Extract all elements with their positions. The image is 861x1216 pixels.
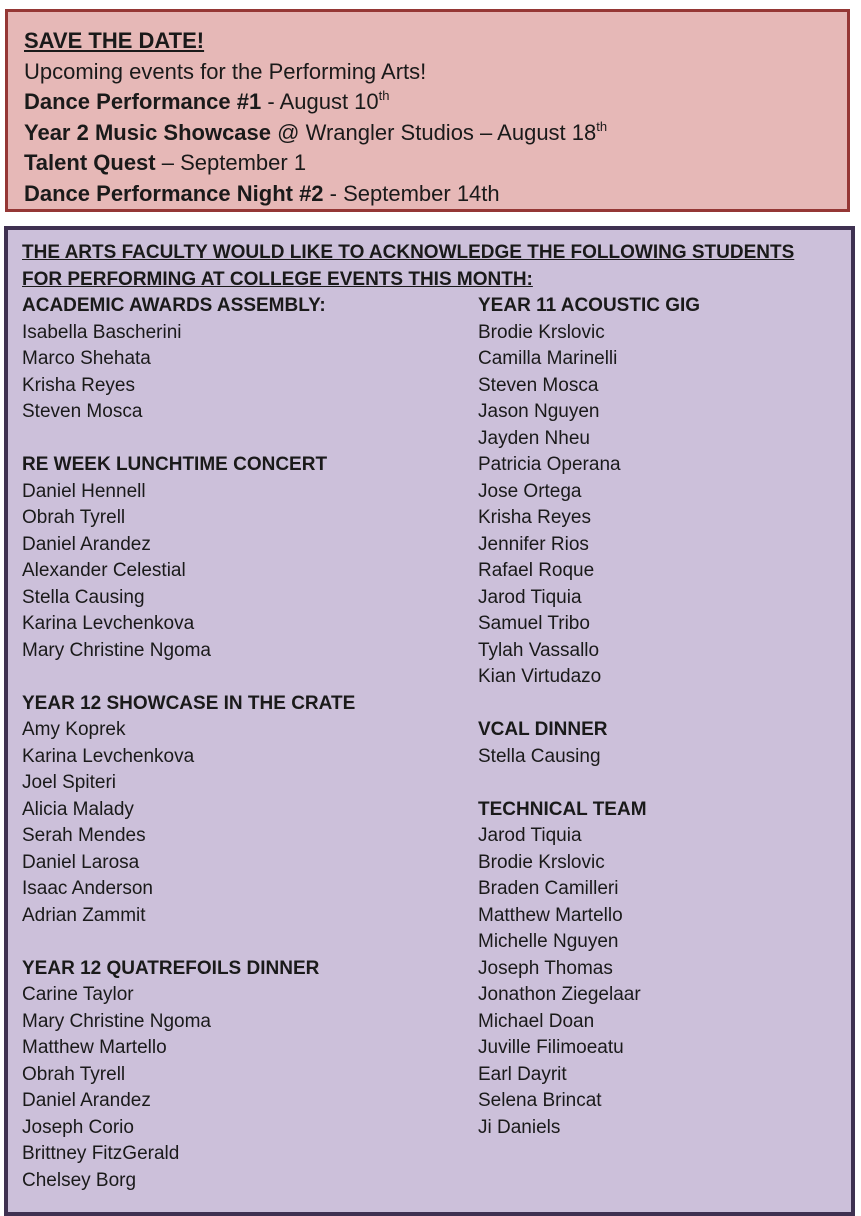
student-name: Brodie Krslovic: [478, 321, 605, 343]
event-date: @ Wrangler Studios – August 18: [271, 119, 597, 145]
student-name: Steven Mosca: [22, 401, 143, 422]
section-title: ACADEMIC AWARDS ASSEMBLY:: [22, 295, 326, 316]
section-title: TECHNICAL TEAM: [478, 798, 647, 820]
event-list: [24, 87, 847, 209]
student-name: Steven Mosca: [478, 374, 599, 396]
left-column: [22, 293, 355, 1216]
acknowledgement-heading: THE ARTS FACULTY WOULD LIKE TO ACKNOWLEDGE THE FOLLOWING STUDENTS FOR PERFORMING AT COLLEGE EVENTS THIS MONTH:: [22, 242, 795, 290]
right-column: [478, 293, 700, 1168]
student-name: Braden Camilleri: [478, 878, 619, 899]
student-name: Kian Virtudazo: [478, 666, 602, 687]
student-name: Joseph Thomas: [478, 957, 613, 979]
student-name: Jayden Nheu: [478, 427, 590, 449]
student-name: Carine Taylor: [22, 984, 134, 1005]
section-title: YEAR 12 SHOWCASE IN THE CRATE: [22, 692, 356, 714]
student-list: [22, 982, 355, 1194]
student-name: Karina Levchenkova: [22, 745, 195, 767]
student-name: Daniel Larosa: [22, 851, 140, 873]
student-name: Brodie Krslovic: [478, 851, 605, 873]
save-the-date-heading: SAVE THE DATE!: [24, 28, 205, 53]
event-line: [24, 87, 847, 118]
event-date-suffix: th: [596, 118, 608, 134]
event-section: [22, 956, 355, 1195]
section-title: YEAR 12 QUATREFOILS DINNER: [22, 957, 320, 979]
student-list: [478, 744, 700, 771]
student-name: Stella Causing: [22, 586, 145, 608]
student-name: Alexander Celestial: [22, 560, 186, 581]
event-section: [478, 293, 700, 691]
student-name: Selena Brincat: [478, 1090, 602, 1111]
event-date: – September 1: [155, 150, 307, 176]
student-name: Karina Levchenkova: [22, 613, 195, 634]
student-name: Brittney FitzGerald: [22, 1143, 180, 1164]
student-list: [478, 320, 700, 691]
student-name: Joseph Corio: [22, 1116, 134, 1138]
event-section: [22, 691, 355, 930]
event-section: [22, 452, 355, 664]
student-name: Ji Daniels: [478, 1116, 561, 1138]
student-name: Stella Causing: [478, 745, 601, 767]
student-name: Daniel Arandez: [22, 533, 151, 555]
student-name: Mary Christine Ngoma: [22, 1010, 211, 1032]
student-name: Michael Doan: [478, 1010, 595, 1032]
student-name: Krisha Reyes: [478, 507, 591, 528]
event-name: Talent Quest: [24, 150, 156, 176]
event-line: [24, 179, 847, 210]
save-the-date-intro: Upcoming events for the Performing Arts!: [24, 58, 427, 84]
student-name: Patricia Operana: [478, 454, 621, 475]
event-section: [22, 293, 355, 426]
student-name: Obrah Tyrell: [22, 507, 126, 528]
student-name: Jonathon Ziegelaar: [478, 984, 641, 1005]
event-line: [24, 148, 847, 179]
student-list: [22, 479, 355, 665]
section-title: YEAR 11 ACOUSTIC GIG: [478, 295, 701, 316]
section-title: RE WEEK LUNCHTIME CONCERT: [22, 454, 328, 475]
event-line: [24, 118, 847, 149]
student-name: Marco Shehata: [22, 348, 151, 369]
acknowledgement-box: [4, 226, 855, 1216]
student-name: Matthew Martello: [478, 904, 623, 926]
student-name: Juville Filimoeatu: [478, 1037, 624, 1058]
event-name: Year 2 Music Showcase: [24, 119, 272, 145]
event-date-suffix: th: [378, 88, 390, 104]
student-name: Daniel Hennell: [22, 480, 146, 502]
student-name: Krisha Reyes: [22, 374, 135, 396]
student-list: [478, 823, 700, 1141]
student-name: Samuel Tribo: [478, 613, 590, 634]
student-name: Camilla Marinelli: [478, 348, 618, 369]
student-name: Chelsey Borg: [22, 1169, 137, 1191]
student-name: Joel Spiteri: [22, 772, 116, 793]
student-name: Jarod Tiquia: [478, 825, 582, 846]
student-list: [22, 320, 355, 426]
student-list: [22, 717, 355, 929]
student-name: Serah Mendes: [22, 825, 146, 846]
student-name: Isaac Anderson: [22, 878, 153, 899]
student-name: Isabella Bascherini: [22, 321, 182, 343]
student-name: Amy Koprek: [22, 719, 126, 740]
event-section: [478, 797, 700, 1142]
student-name: Mary Christine Ngoma: [22, 639, 211, 661]
student-name: Earl Dayrit: [478, 1063, 567, 1085]
student-name: Jason Nguyen: [478, 401, 600, 422]
section-title: VCAL DINNER: [478, 719, 608, 740]
student-name: Jennifer Rios: [478, 533, 589, 555]
student-name: Adrian Zammit: [22, 904, 146, 926]
student-name: Alicia Malady: [22, 798, 134, 820]
student-name: Jarod Tiquia: [478, 586, 582, 608]
student-name: Matthew Martello: [22, 1037, 167, 1058]
student-name: Rafael Roque: [478, 560, 595, 581]
event-date: - September 14th: [323, 180, 500, 206]
save-the-date-box: [5, 9, 850, 212]
event-date: - August 10: [261, 89, 379, 115]
event-name: Dance Performance #1: [24, 89, 262, 115]
student-name: Jose Ortega: [478, 480, 582, 502]
student-name: Obrah Tyrell: [22, 1063, 126, 1085]
student-name: Michelle Nguyen: [478, 931, 619, 952]
student-name: Daniel Arandez: [22, 1090, 151, 1111]
event-section: [478, 717, 700, 770]
student-name: Tylah Vassallo: [478, 639, 600, 661]
event-name: Dance Performance Night #2: [24, 180, 324, 206]
